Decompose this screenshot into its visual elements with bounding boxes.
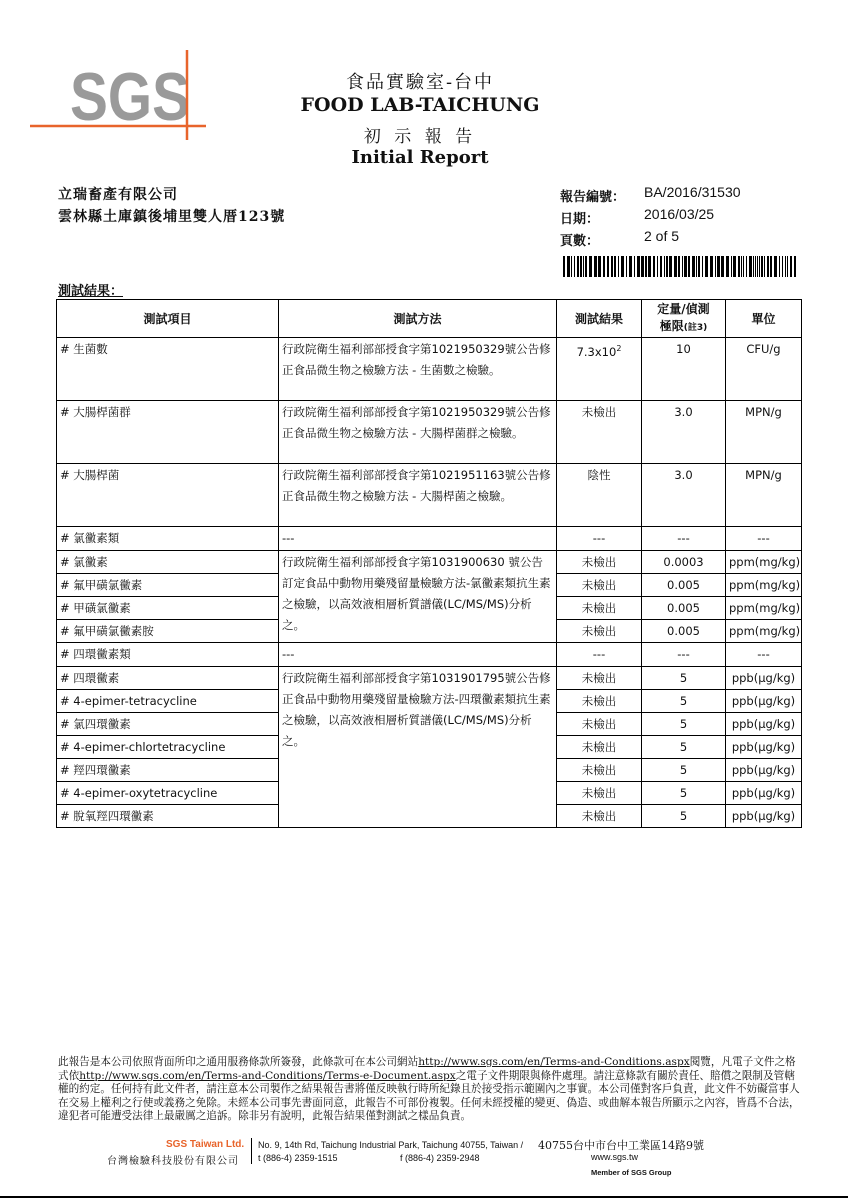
cell-result: --- — [557, 643, 642, 667]
cell-result: 未檢出 — [557, 574, 642, 597]
table-header-row — [57, 300, 802, 338]
report-no-label: 報告編號： — [560, 190, 626, 205]
table-row — [57, 401, 802, 464]
cell-item: # 4-epimer-tetracycline — [57, 690, 279, 713]
cell-item: # 生菌數 — [57, 338, 279, 401]
cell-limit: 3.0 — [642, 464, 726, 527]
cell-unit: MPN/g — [726, 401, 802, 464]
section-title: 測試結果： — [58, 284, 124, 299]
cell-limit: 5 — [642, 736, 726, 759]
cell-unit: ppb(μg/kg) — [726, 736, 802, 759]
e-document-terms-link[interactable]: http://www.sgs.com/en/Terms-and-Conditions/Terms-e-Document.aspx — [79, 1069, 456, 1082]
cell-unit: MPN/g — [726, 464, 802, 527]
cell-limit: 5 — [642, 690, 726, 713]
client-address: 雲林縣土庫鎮後埔里雙人厝123號 — [58, 209, 286, 225]
results-table — [56, 299, 802, 828]
table-row — [57, 527, 802, 551]
cell-result: 未檢出 — [557, 667, 642, 690]
report-type-en: Initial Report — [351, 147, 489, 168]
table-row — [57, 667, 802, 690]
cell-limit: 0.005 — [642, 574, 726, 597]
website-link[interactable]: www.sgs.tw — [591, 1152, 639, 1162]
cell-method: --- — [279, 643, 557, 667]
result-exponent: 2 — [616, 344, 622, 353]
cell-unit: --- — [726, 643, 802, 667]
cell-unit: ppb(μg/kg) — [726, 782, 802, 805]
report-type-cn: 初 示 報 告 — [363, 127, 477, 147]
table-row — [57, 551, 802, 574]
result-value: 7.3x10 — [576, 344, 617, 359]
cell-result: 未檢出 — [557, 759, 642, 782]
cell-result: 未檢出 — [557, 551, 642, 574]
cell-result: 未檢出 — [557, 805, 642, 828]
header-limit-line2: 極限 — [659, 318, 684, 333]
fax: f (886-4) 2359-2948 — [400, 1153, 480, 1163]
header-limit — [642, 300, 726, 338]
cell-unit: --- — [726, 527, 802, 551]
cell-unit: ppb(μg/kg) — [726, 805, 802, 828]
cell-item: # 脫氧羥四環黴素 — [57, 805, 279, 828]
cell-item: # 大腸桿菌 — [57, 464, 279, 527]
cell-limit: 5 — [642, 782, 726, 805]
disclaimer-text-3: 之電子文件期限與條件處理。請注意條款有關於責任、賠償之限制及管轄權的約定。任何持有此文件者，請注意本公司製作之結果報告書將僅反映執行時所紀錄且於接受指示範圍內之事實。本公司僅對客戶負責，此文件不妨礙當事人在交易上權利之行使或義務之免除。未經本公司事先書面同意，此報告不可部份複製。任何未經授權的變更、偽造、或曲解本報告所顯示之內容，皆爲不合法，違犯者可能遭受法律上最嚴厲之追訴。除非另有說明，此報告結果僅對測試之樣品負責。 — [58, 1069, 800, 1122]
header-item: 測試項目 — [57, 300, 279, 338]
cell-limit: 10 — [642, 338, 726, 401]
cell-limit: 5 — [642, 667, 726, 690]
cell-item: # 甲磺氯黴素 — [57, 597, 279, 620]
cell-limit: 0.005 — [642, 597, 726, 620]
member-note: Member of SGS Group — [591, 1168, 672, 1177]
page-count-value: 2 of 5 — [644, 228, 680, 244]
cell-result — [557, 338, 642, 401]
cell-method: 行政院衛生福利部部授食字第1021950329號公告修正食品微生物之檢驗方法 - 生菌數之檢驗。 — [279, 338, 557, 401]
telephone: t (886-4) 2359-1515 — [258, 1153, 338, 1163]
header-unit: 單位 — [726, 300, 802, 338]
disclaimer-text-2: 閱覽，凡電子文件之格式依 — [58, 1056, 796, 1082]
cell-method: --- — [279, 527, 557, 551]
table-row — [57, 643, 802, 667]
legal-disclaimer — [58, 1056, 804, 1124]
cell-unit: ppb(μg/kg) — [726, 690, 802, 713]
cell-method: 行政院衛生福利部部授食字第1031900630 號公告訂定食品中動物用藥殘留量檢驗方法-氯黴素類抗生素之檢驗，以高效液相層析質譜儀(LC/MS/MS)分析之。 — [279, 551, 557, 643]
address-en: No. 9, 14th Rd, Taichung Industrial Park, Taichung 40755, Taiwan / — [258, 1140, 524, 1150]
cell-result: 未檢出 — [557, 782, 642, 805]
cell-item: # 4-epimer-oxytetracycline — [57, 782, 279, 805]
cell-limit: 0.0003 — [642, 551, 726, 574]
company-name-cn: 台灣檢驗科技股份有限公司 — [107, 1156, 239, 1167]
address-cn: 40755台中市台中工業區14路9號 — [538, 1139, 704, 1152]
cell-method: 行政院衛生福利部部授食字第1021951163號公告修正食品微生物之檢驗方法 - 大腸桿菌之檢驗。 — [279, 464, 557, 527]
cell-result: 未檢出 — [557, 713, 642, 736]
header-method: 測試方法 — [279, 300, 557, 338]
header-limit-line1: 定量/偵測 — [657, 301, 710, 316]
cell-item: # 4-epimer-chlortetracycline — [57, 736, 279, 759]
cell-limit: 5 — [642, 805, 726, 828]
cell-limit: 5 — [642, 713, 726, 736]
cell-item: # 四環黴素類 — [57, 643, 279, 667]
header-limit-note: (註3) — [683, 322, 708, 333]
footer-divider — [251, 1138, 252, 1164]
cell-unit: CFU/g — [726, 338, 802, 401]
barcode — [563, 256, 799, 277]
header-result: 測試結果 — [557, 300, 642, 338]
cell-unit: ppm(mg/kg) — [726, 551, 802, 574]
cell-result: 未檢出 — [557, 401, 642, 464]
cell-item: # 氟甲磺氯黴素胺 — [57, 620, 279, 643]
footer-rule — [0, 1196, 848, 1198]
cell-limit: 3.0 — [642, 401, 726, 464]
cell-result: 未檢出 — [557, 736, 642, 759]
cell-unit: ppm(mg/kg) — [726, 574, 802, 597]
cell-result: 未檢出 — [557, 620, 642, 643]
cell-item: # 氯黴素類 — [57, 527, 279, 551]
cell-unit: ppm(mg/kg) — [726, 597, 802, 620]
report-date-value: 2016/03/25 — [644, 206, 715, 222]
cell-method: 行政院衛生福利部部授食字第1021950329號公告修正食品微生物之檢驗方法 - 大腸桿菌群之檢驗。 — [279, 401, 557, 464]
cell-item: # 氯四環黴素 — [57, 713, 279, 736]
table-row — [57, 338, 802, 401]
cell-unit: ppb(μg/kg) — [726, 667, 802, 690]
table-row — [57, 464, 802, 527]
cell-limit: --- — [642, 527, 726, 551]
terms-link[interactable]: http://www.sgs.com/en/Terms-and-Conditions.aspx — [418, 1056, 690, 1068]
cell-item: # 氯黴素 — [57, 551, 279, 574]
cell-unit: ppb(μg/kg) — [726, 713, 802, 736]
cell-result: --- — [557, 527, 642, 551]
cell-limit: 5 — [642, 759, 726, 782]
client-name: 立瑞畜產有限公司 — [58, 187, 178, 203]
cell-item: # 羥四環黴素 — [57, 759, 279, 782]
cell-item: # 四環黴素 — [57, 667, 279, 690]
report-date-label: 日期： — [560, 212, 600, 227]
page-count-label: 頁數： — [560, 234, 600, 249]
svg-text:SGS: SGS — [70, 59, 190, 135]
cell-unit: ppm(mg/kg) — [726, 620, 802, 643]
company-name-en: SGS Taiwan Ltd. — [166, 1139, 245, 1150]
lab-title-cn: 食品實驗室-台中 — [345, 72, 495, 93]
disclaimer-text-1: 此報告是本公司依照背面所印之通用服務條款所簽發，此條款可在本公司網站 — [58, 1056, 419, 1068]
cell-item: # 氟甲磺氯黴素 — [57, 574, 279, 597]
cell-result: 未檢出 — [557, 597, 642, 620]
cell-result: 陰性 — [557, 464, 642, 527]
cell-method: 行政院衛生福利部部授食字第1031901795號公告修正食品中動物用藥殘留量檢驗方法-四環黴素類抗生素之檢驗，以高效液相層析質譜儀(LC/MS/MS)分析之。 — [279, 667, 557, 828]
sgs-logo — [30, 50, 210, 140]
cell-unit: ppb(μg/kg) — [726, 759, 802, 782]
report-no-value: BA/2016/31530 — [644, 184, 741, 200]
lab-title-en: FOOD LAB-TAICHUNG — [300, 94, 540, 116]
cell-limit: 0.005 — [642, 620, 726, 643]
cell-item: # 大腸桿菌群 — [57, 401, 279, 464]
cell-limit: --- — [642, 643, 726, 667]
cell-result: 未檢出 — [557, 690, 642, 713]
